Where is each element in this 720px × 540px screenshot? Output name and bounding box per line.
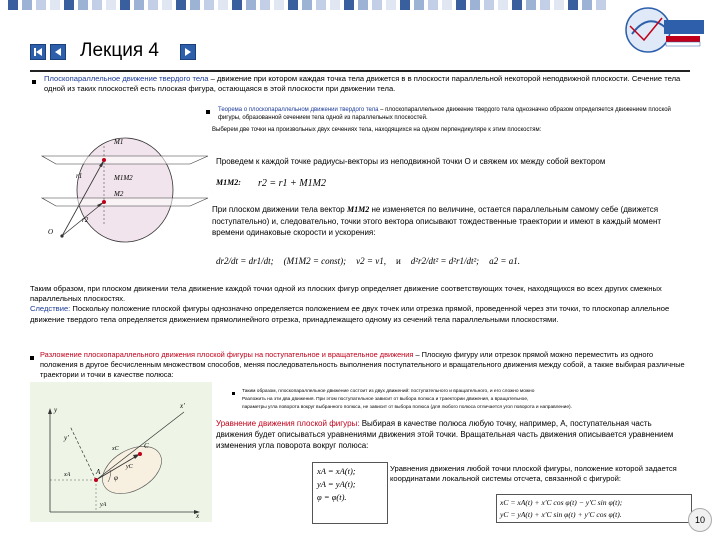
proof-m1m2: M1M2: <box>216 178 241 187</box>
corollary-text: Поскольку положение плоской фигуры однозначно определяется положением ее двух точек или отрезка прямой, проведенной через эти точки, то плоскопар аллельное движение твердого тела определяется движением прямолинейного отрезка, принадлежащего одному из сечений тела параллельными плоскостями. <box>30 304 670 324</box>
point-c-label: C <box>144 442 149 450</box>
fine-print-line1: Таким образом, плоскопараллельное движение состоит из двух движений: поступательного и вращательного, и его сложно можно <box>242 389 535 394</box>
eq-dr: dr2/dt = dr1/dt; <box>216 256 274 266</box>
proof-line2 <box>212 204 682 239</box>
bullet <box>232 392 235 395</box>
eq-xc: xC = xA(t) + x'C cos φ(t) − y'C sin φ(t); <box>500 498 623 507</box>
page-title: Лекция 4 <box>80 40 159 61</box>
motion-block <box>216 418 682 451</box>
summary-text: Таким образом, при плоском движении тела движение каждой точки одной из плоских фигур определяет движение соответствующих точек, находящихся во всех других смежных параллельных плоскостях. <box>30 284 662 304</box>
next-slide-button[interactable] <box>180 44 196 60</box>
theorem-term: Теорема о плоскопараллельном движении твердого тела <box>218 107 379 113</box>
proof-line1: Проведем к каждой точке радиусы-векторы из неподвижной точки O и свяжем их между собой вектором <box>216 157 606 166</box>
prev-slide-button[interactable] <box>50 44 66 60</box>
velocity-equations <box>216 256 686 266</box>
title-divider <box>30 70 690 72</box>
theorem-text: – плоскопараллельное движение твердого тела однозначно образом определяется движением плоской фигуры, образованной сечением тела одной из параллельных плоскостей. <box>218 107 671 121</box>
any-point-text: Уравнения движения любой точки плоской фигуры, положение которой задается координатами локальной системы отсчета, связанной с фигурой: <box>390 464 677 483</box>
eq-phi: φ = φ(t). <box>317 492 347 502</box>
proof-line2b: M1M2 <box>346 205 370 214</box>
label-r2: r2 <box>82 216 89 224</box>
axis-x-label: x <box>196 512 200 520</box>
eq-const: (M1M2 = const); <box>283 256 347 266</box>
decomp-block <box>40 350 686 380</box>
corollary-label: Следствие: <box>30 304 71 314</box>
university-logo <box>622 4 712 58</box>
bullet <box>30 356 34 360</box>
figure-rigid-body <box>40 136 210 244</box>
page-number: 10 <box>688 508 712 532</box>
definition-text: – движение при котором каждая точка тела движется в в плоскости параллельной некоторой неподвижной плоскости. Сечение тела одной из таких плоскостей есть плоская фигура, остающаяся в этой плоскости при движении тела. <box>44 74 681 94</box>
equation-r2: r2 = r1 + M1M2 <box>258 178 326 189</box>
definition-term: Плоскопараллельное движение твердого тела <box>44 74 209 83</box>
fine-print-line2: Разложить на эти два движения. При этом поступательное зависит от выбора полюса и траектории движения, а вращательное, <box>242 397 529 402</box>
theorem-block <box>218 106 684 122</box>
decomp-text: – Плоскую фигуру или отрезок прямой можно переместить из одного положения в другое бесчисленным множеством способов, меняя последовательность выполнения поступательного и вращательного движения между собой, а также выбирая различные траектории и точки в качестве полюса: <box>40 350 685 379</box>
proof-line2c: не изменяется по величине, остается параллельным самому себе (движется поступательно) и, следовательно, точки этого вектора описывают тождественные траектории и имеют в каждый момент времени одинаковые скорости и ускорения: <box>212 205 662 237</box>
proof-line2a: При плоском движении тела вектор <box>212 205 345 214</box>
para-definition <box>44 74 684 94</box>
point-a-label: A <box>96 468 101 476</box>
eq-yc: yC = yA(t) + x'C sin φ(t) + y'C cos φ(t). <box>500 509 622 519</box>
axis-y-prime-label: y' <box>64 434 69 442</box>
equations-point-c <box>496 494 692 523</box>
first-slide-button[interactable] <box>30 44 46 60</box>
xc-label: xC <box>112 446 119 452</box>
label-origin: O <box>48 228 54 236</box>
eq-v: v2 = v1, <box>356 256 386 266</box>
eq-a: a2 = a1. <box>489 256 520 266</box>
bullet <box>32 80 36 84</box>
eq-xa: xA = xA(t); <box>317 466 356 476</box>
fine-print-line3: параметры угла поворота вокруг выбранного полюса, не зависит от выбора полюса (для любого полюса отличается угол поворота и направление). <box>242 405 572 410</box>
bullet <box>206 110 210 114</box>
motion-text: Выбирая в качестве полюса любую точку, например, A, поступательная часть движения будет описываться уравнениями движения этой точки. Вращательная часть движения описывается уравнением изменения угла поворота вокруг полюса: <box>216 419 674 450</box>
axis-y-label: y <box>54 406 58 414</box>
eq-ya: yA = yA(t); <box>317 479 356 489</box>
eq-and: и <box>395 256 401 266</box>
theorem-note: Выберем две точки на произвольных двух сечениях тела, находящихся на одном перпендикуляре к этим плоскостям: <box>212 127 542 133</box>
motion-term: Уравнение движения плоской фигуры: <box>216 419 360 428</box>
label-r1: r1 <box>76 172 83 180</box>
phi-label: φ <box>114 474 118 482</box>
label-m1-top: M1 <box>114 138 124 146</box>
yc-label: yC <box>126 464 133 470</box>
ya-label: yA <box>100 502 107 508</box>
axis-x-prime-label: x' <box>180 402 185 410</box>
label-m1m2: M1M2 <box>114 174 133 182</box>
xa-label: xA <box>64 472 71 478</box>
figure-plane-motion <box>30 382 212 522</box>
equations-pole <box>312 462 388 524</box>
eq-d2r: d²r2/dt² = d²r1/dt²; <box>410 256 480 266</box>
summary-block <box>30 284 680 325</box>
fine-print <box>242 388 692 412</box>
decomp-term: Разложение плоскопараллельного движения плоской фигуры на поступательное и вращательное движения <box>40 350 414 359</box>
label-m2: M2 <box>114 190 124 198</box>
